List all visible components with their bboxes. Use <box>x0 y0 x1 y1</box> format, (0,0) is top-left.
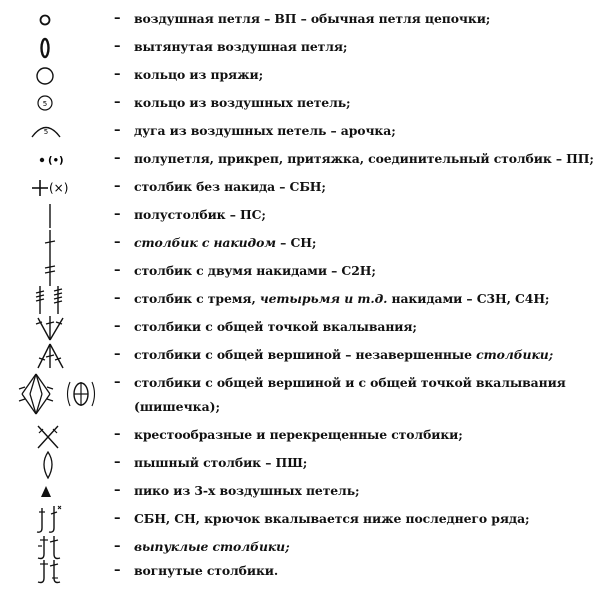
dash: – <box>114 483 121 498</box>
legend-text: вытянутая воздушная петля; <box>134 39 348 54</box>
dash: – <box>114 375 121 390</box>
dash: – <box>114 539 121 554</box>
single-crochet-alt-symbol: (×) <box>49 181 69 195</box>
legend-text <box>134 235 316 250</box>
arch-number: 5 <box>43 128 49 136</box>
dash: – <box>114 39 121 54</box>
legend-text <box>134 347 553 362</box>
legend-text <box>134 539 290 554</box>
legend-text: воздушная петля – ВП – обычная петля цепочки; <box>134 11 491 26</box>
legend-text: вогнутые столбики. <box>134 563 279 578</box>
legend-text-start: столбик с тремя, <box>134 291 260 306</box>
dash: – <box>114 427 121 442</box>
dash: – <box>114 291 121 306</box>
dash: – <box>114 455 121 470</box>
legend-text: кольцо из пряжи; <box>134 67 264 82</box>
legend-text-end: накидами – С3Н, С4Н; <box>387 291 550 306</box>
dash: – <box>114 179 121 194</box>
legend-text: столбики с общей точкой вкалывания; <box>134 319 417 334</box>
slip-stitch-alt-symbol: (•) <box>48 155 64 167</box>
legend-text: столбик с двумя накидами – С2Н; <box>134 263 376 278</box>
legend-text: пико из 3-х воздушных петель; <box>134 483 360 498</box>
dash: – <box>114 319 121 334</box>
dash: – <box>114 67 121 82</box>
ring-number: 5 <box>42 100 48 108</box>
legend-row-bobble <box>0 372 600 422</box>
legend-text: столбики с общей вершиной и с общей точкой вкалывания <box>134 375 566 390</box>
legend-text-italic: четырьмя и т.д. <box>259 291 388 306</box>
legend-row-back-post <box>0 560 600 586</box>
dash: – <box>114 511 121 526</box>
legend-text: СБН, СН, крючок вкалывается ниже последнего ряда; <box>134 511 530 526</box>
dash: – <box>114 347 121 362</box>
dash: – <box>114 563 121 578</box>
dash: – <box>114 263 121 278</box>
dash: – <box>114 235 121 250</box>
legend-text-line2: (шишечка); <box>134 399 221 414</box>
legend-text <box>134 291 549 306</box>
legend-text-end: – СН; <box>275 235 317 250</box>
legend-text: полустолбик – ПС; <box>134 207 266 222</box>
legend-text: столбик без накида – СБН; <box>134 179 326 194</box>
legend-text: пышный столбик – ПШ; <box>134 455 308 470</box>
legend-text-italic: выпуклые столбики; <box>134 539 290 554</box>
dash: – <box>114 95 121 110</box>
dash: – <box>114 151 121 166</box>
dash: – <box>114 207 121 222</box>
legend-text: дуга из воздушных петель – арочка; <box>134 123 396 138</box>
legend-text: крестообразные и перекрещенные столбики; <box>134 427 463 442</box>
legend-text: полупетля, прикреп, притяжка, соединительный столбик – ПП; <box>134 151 594 166</box>
legend-text-italic: столбик с накидом <box>134 235 276 250</box>
dash: – <box>114 123 121 138</box>
legend-row-decrease-cluster <box>0 344 600 370</box>
legend-text-italic: столбики; <box>476 347 554 362</box>
bobble-icon <box>10 368 110 418</box>
back-post-icon <box>10 554 110 590</box>
dash: – <box>114 11 121 26</box>
legend-text: кольцо из воздушных петель; <box>134 95 351 110</box>
legend-text-start: столбики с общей вершиной – незавершенные <box>134 347 477 362</box>
